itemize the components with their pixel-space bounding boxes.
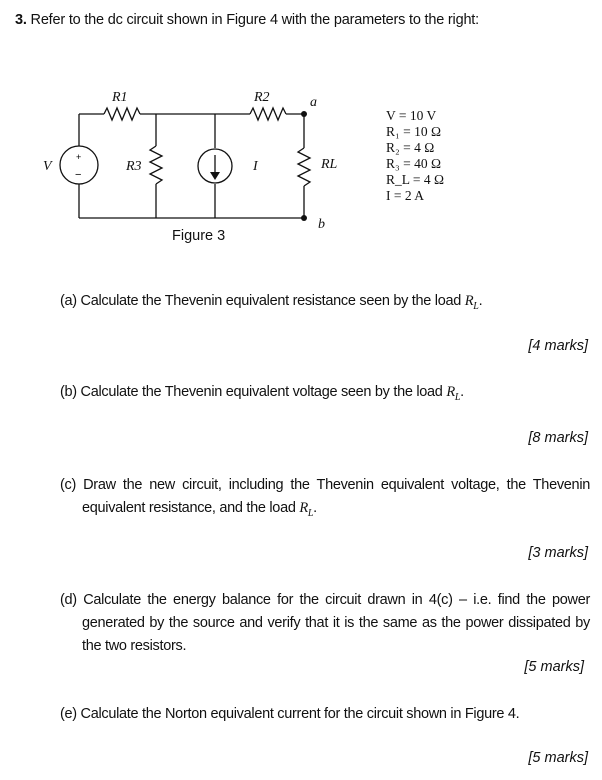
part-a-marks: [4 marks]	[528, 338, 588, 354]
param-rl: R_L = 4 Ω	[386, 172, 445, 187]
terminal-a-dot	[301, 111, 307, 117]
part-d-marks: [5 marks]	[524, 659, 584, 675]
label-node-b: b	[318, 217, 325, 232]
part-e-marks: [5 marks]	[528, 750, 588, 766]
plus-sign: +	[76, 152, 82, 162]
part-b-load: $R_L$	[446, 384, 461, 403]
label-r1: R1	[112, 90, 128, 105]
terminal-b-dot	[301, 215, 307, 221]
part-d	[60, 589, 590, 658]
part-d-text: (d) Calculate the energy balance for the circuit drawn in 4(c) – i.e. find the power generated by the source and verify that it is the same as the power dissipated by the two resistors.	[60, 592, 590, 654]
label-rl: RL	[321, 157, 338, 172]
current-arrow-icon	[210, 172, 220, 180]
param-i: I = 2 A	[386, 188, 424, 203]
label-v: V	[43, 159, 52, 174]
figure-caption: Figure 3	[172, 228, 226, 244]
param-r3: R₃ = 40 Ω	[386, 156, 441, 171]
part-a-text: (a) Calculate the Thevenin equivalent resistance seen by the load	[60, 293, 461, 309]
label-i: I	[253, 159, 258, 174]
resistor-r2-icon	[250, 108, 286, 120]
label-node-a: a	[310, 95, 317, 110]
part-b-text: (b) Calculate the Thevenin equivalent voltage seen by the load	[60, 384, 443, 400]
question-number: 3.	[15, 12, 27, 28]
part-a-load: $R_L$	[464, 293, 479, 312]
resistor-r3-icon	[150, 146, 162, 184]
part-b: (b) Calculate the Thevenin equivalent voltage seen by the load $R_L$.	[60, 384, 464, 403]
param-v: V = 10 V	[386, 108, 437, 123]
part-e	[60, 703, 590, 726]
resistor-r1-icon	[104, 108, 140, 120]
param-r2: R₂ = 4 Ω	[386, 140, 435, 155]
part-e-text: (e) Calculate the Norton equivalent current for the circuit shown in Figure 4.	[60, 706, 520, 722]
parameter-list	[386, 108, 444, 204]
part-c: (c) Draw the new circuit, including the Thevenin equivalent voltage, the Thevenin equivalent resistance, and the load $R_L$.	[60, 477, 590, 519]
minus-sign: −	[75, 169, 82, 181]
label-r3: R3	[126, 159, 142, 174]
param-r1: R₁ = 10 Ω	[386, 124, 441, 139]
part-c-marks: [3 marks]	[528, 545, 588, 561]
label-r2: R2	[254, 90, 270, 105]
part-c-load: $R_L$	[299, 500, 314, 519]
part-a: (a) Calculate the Thevenin equivalent resistance seen by the load $R_L$.	[60, 293, 483, 312]
circuit-diagram	[0, 0, 602, 260]
resistor-rl-icon	[298, 148, 310, 186]
part-b-marks: [8 marks]	[528, 430, 588, 446]
part-c-text: (c) Draw the new circuit, including the Thevenin equivalent voltage, the Thevenin equivalent resistance, and the load	[60, 477, 590, 516]
question-text: Refer to the dc circuit shown in Figure 4 with the parameters to the right:	[30, 12, 479, 28]
